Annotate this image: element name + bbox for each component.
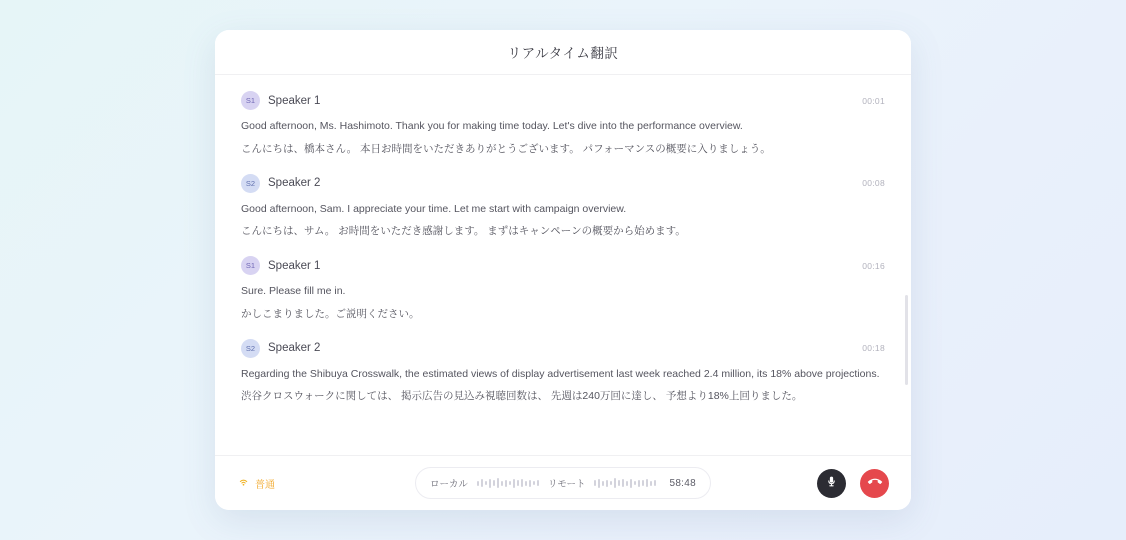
speaker-label: Speaker 1 — [268, 94, 321, 107]
transcript-item-header — [241, 174, 885, 193]
transcript-item-header — [241, 91, 885, 110]
translated-text: こんにちは、サム。 お時間をいただき感謝します。 まずはキャンペーンの概要から始めます。 — [241, 225, 686, 238]
timestamp: 00:16 — [862, 260, 885, 271]
local-level-label: ローカル — [430, 479, 468, 490]
transcript-list[interactable] — [215, 75, 911, 455]
transcript-item-header — [241, 256, 885, 275]
source-text: Good afternoon, Sam. I appreciate your time. Let me start with campaign overview. — [241, 202, 627, 215]
remote-level-meter — [594, 478, 656, 489]
avatar: S2 — [241, 339, 260, 358]
translation-window — [215, 30, 911, 510]
call-duration: 58:48 — [669, 477, 696, 489]
translated-text: こんにちは、橋本さん。 本日お時間をいただきありがとうございます。 パフォーマンスの概要に入りましょう。 — [241, 142, 771, 155]
transcript-item — [241, 339, 885, 406]
transcript-scrollbar[interactable] — [905, 295, 908, 385]
avatar: S2 — [241, 174, 260, 193]
speaker-label: Speaker 2 — [268, 342, 321, 354]
network-status — [237, 475, 367, 491]
source-text: Good afternoon, Ms. Hashimoto. Thank you for making time today. Let's dive into the performance overview. — [241, 120, 743, 132]
avatar: S1 — [241, 91, 260, 110]
hangup-button[interactable] — [860, 469, 889, 498]
call-toolbar — [215, 455, 911, 510]
avatar: S1 — [241, 256, 260, 275]
transcript-item — [241, 256, 885, 323]
microphone-icon — [825, 475, 838, 491]
page-title: リアルタイム翻訳 — [507, 46, 619, 61]
source-text: Regarding the Shibuya Crosswalk, the estimated views of display advertisement last week reached 2.4 million, its 18% above projections. — [241, 367, 880, 380]
speaker-label: Speaker 1 — [268, 259, 321, 272]
audio-levels — [415, 467, 711, 499]
speaker-label: Speaker 2 — [268, 177, 321, 189]
source-text: Sure. Please fill me in. — [241, 285, 346, 297]
call-actions — [759, 469, 889, 498]
microphone-button[interactable] — [817, 469, 846, 498]
remote-level-label: リモート — [547, 479, 586, 490]
network-status-label: 普通 — [255, 479, 275, 491]
timestamp: 00:18 — [862, 343, 885, 353]
timestamp: 00:08 — [862, 178, 885, 188]
transcript-item-header — [241, 339, 885, 358]
wifi-icon — [237, 475, 250, 491]
window-titlebar — [215, 30, 911, 75]
translated-text: かしこまりました。ご説明ください。 — [241, 307, 420, 320]
transcript-item — [241, 91, 885, 158]
timestamp: 00:01 — [862, 95, 885, 106]
transcript-item — [241, 174, 885, 241]
translated-text: 渋谷クロスウォークに関しては、 掲示広告の見込み視聴回数は、 先週は240万回に達し、 予想より18%上回りました。 — [241, 390, 803, 403]
local-level-meter — [477, 478, 539, 489]
phone-hangup-icon — [868, 475, 882, 492]
